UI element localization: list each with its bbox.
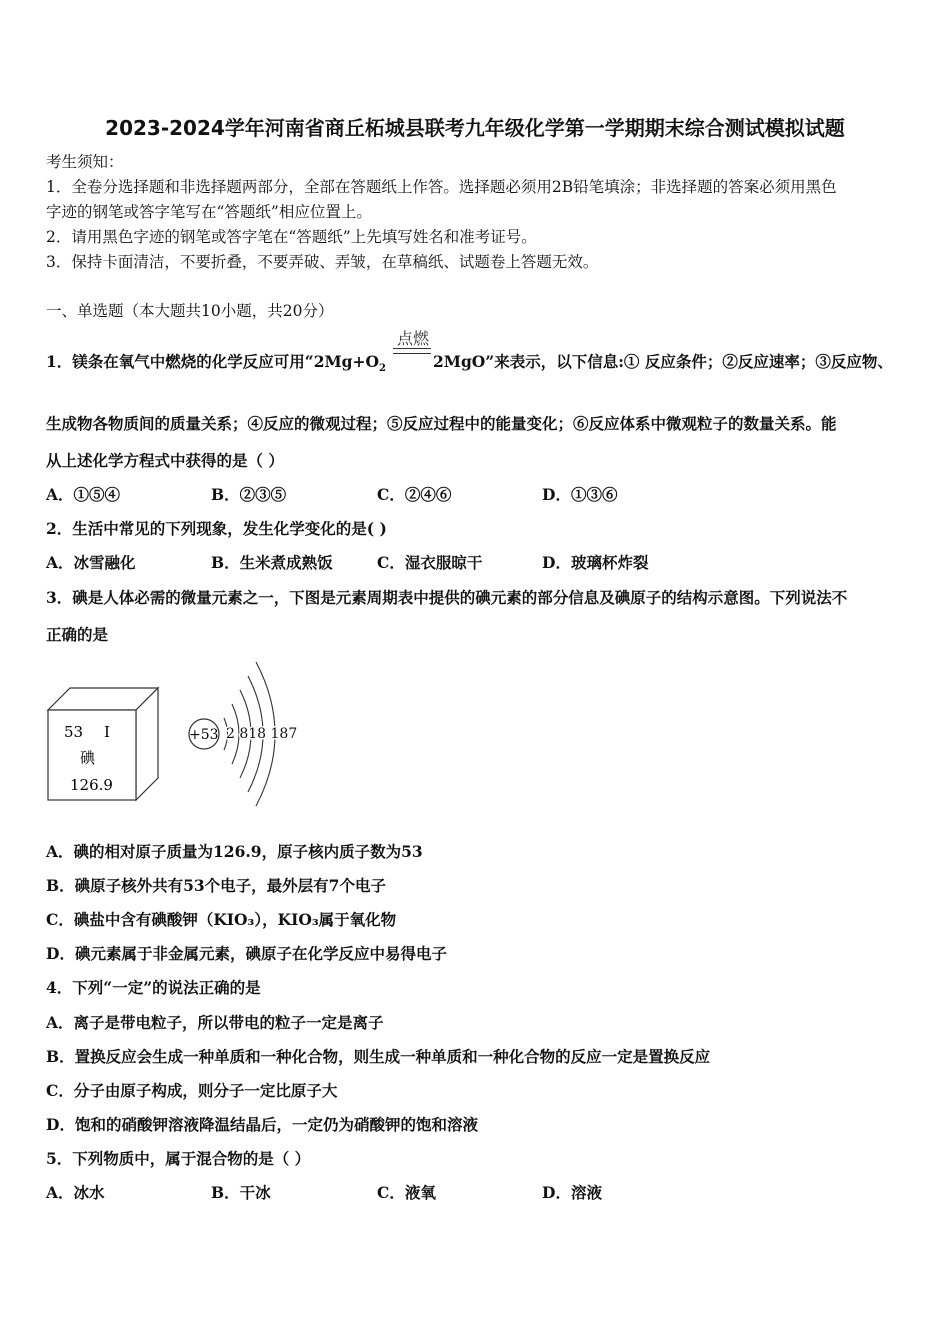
q2-stem: 2．生活中常见的下列现象，发生化学变化的是( ) [46, 519, 387, 538]
notice-item-2: 2．请用黑色字迹的钢笔或答字笔在“答题纸”上先填写姓名和准考证号。 [46, 228, 537, 246]
q4-option-c[interactable]: C．分子由原子构成，则分子一定比原子大 [46, 1081, 338, 1100]
q5-option-c[interactable]: C．液氧 [377, 1183, 436, 1202]
iodine-atom-diagram [184, 656, 314, 806]
q2-option-b[interactable]: B．生米煮成熟饭 [211, 553, 333, 572]
q3-option-b[interactable]: B．碘原子核外共有53个电子，最外层有7个电子 [46, 876, 386, 895]
q4-option-a[interactable]: A．离子是带电粒子，所以带电的粒子一定是离子 [46, 1013, 384, 1032]
notice-item-1-line-1: 1．全卷分选择题和非选择题两部分，全部在答题纸上作答。选择题必须用2B铅笔填涂；非选择题的答案必须用黑色 [46, 178, 837, 196]
q3-stem-line-2: 正确的是 [46, 625, 109, 644]
q4-option-d[interactable]: D．饱和的硝酸钾溶液降温结晶后，一定仍为硝酸钾的饱和溶液 [46, 1115, 478, 1134]
q1-option-d[interactable]: D．①③⑥ [542, 485, 618, 504]
q1-option-b[interactable]: B．②③⑤ [211, 485, 287, 504]
section-heading: 一、单选题（本大题共10小题，共20分） [46, 302, 334, 320]
q2-option-c[interactable]: C．湿衣服晾干 [377, 553, 483, 572]
q2-option-d[interactable]: D．玻璃杯炸裂 [542, 553, 649, 572]
element-atomic-number: 53 [64, 723, 84, 741]
q1-option-c[interactable]: C．②④⑥ [377, 485, 452, 504]
q4-stem: 4．下列“一定”的说法正确的是 [46, 978, 261, 997]
element-symbol: I [104, 723, 110, 741]
element-name: 碘 [80, 749, 96, 767]
electron-shell-counts: 2 818 187 [226, 726, 298, 742]
notice-item-3: 3．保持卡面清洁，不要折叠，不要弄破、弄皱，在草稿纸、试题卷上答题无效。 [46, 253, 599, 271]
element-atomic-mass: 126.9 [70, 776, 113, 794]
q5-option-b[interactable]: B．干冰 [211, 1183, 271, 1202]
reaction-condition: 点燃 [396, 329, 429, 348]
q3-stem-line-1: 3．碘是人体必需的微量元素之一，下图是元素周期表中提供的碘元素的部分信息及碘原子的结构示意图。下列说法不 [46, 588, 848, 607]
o2-subscript: 2 [378, 363, 386, 375]
q1-stem-line-2: 生成物各物质间的质量关系；④反应的微观过程；⑤反应过程中的能量变化；⑥反应体系中微观粒子的数量关系。能 [46, 414, 837, 433]
notice-item-1-line-2: 字迹的钢笔或答字笔写在“答题纸”相应位置上。 [46, 203, 372, 221]
q3-option-c[interactable]: C．碘盐中含有碘酸钾（KIO₃），KIO₃属于氧化物 [46, 910, 397, 929]
q1-stem-part-a: 1．镁条在氧气中燃烧的化学反应可用“$2Mg+O_2$ [46, 352, 386, 375]
reaction-equals-sign [393, 348, 431, 354]
page-title: 2023-2024学年河南省商丘柘城县联考九年级化学第一学期期末综合测试模拟试题 [105, 116, 845, 140]
notice-heading: 考生须知： [46, 153, 124, 171]
q5-option-a[interactable]: A．冰水 [46, 1183, 105, 1202]
q3-option-d[interactable]: D．碘元素属于非金属元素，碘原子在化学反应中易得电子 [46, 944, 447, 963]
q1-stem-part-b: 2MgO”来表示，以下信息:① 反应条件；②反应速率；③反应物、 [433, 352, 893, 371]
q1-stem-line-3: 从上述化学方程式中获得的是（ ） [46, 451, 284, 470]
element-card-iodine [44, 684, 164, 804]
q5-stem: 5．下列物质中，属于混合物的是（ ） [46, 1149, 311, 1168]
q4-option-b[interactable]: B．置换反应会生成一种单质和一种化合物，则生成一种单质和一种化合物的反应一定是置换反应 [46, 1047, 711, 1066]
q2-option-a[interactable]: A．冰雪融化 [46, 553, 136, 572]
nucleus-charge: +53 [189, 727, 219, 743]
q5-option-d[interactable]: D．溶液 [542, 1183, 602, 1202]
q3-option-a[interactable]: A．碘的相对原子质量为126.9，原子核内质子数为53 [46, 842, 423, 861]
q1-option-a[interactable]: A．①⑤④ [46, 485, 121, 504]
